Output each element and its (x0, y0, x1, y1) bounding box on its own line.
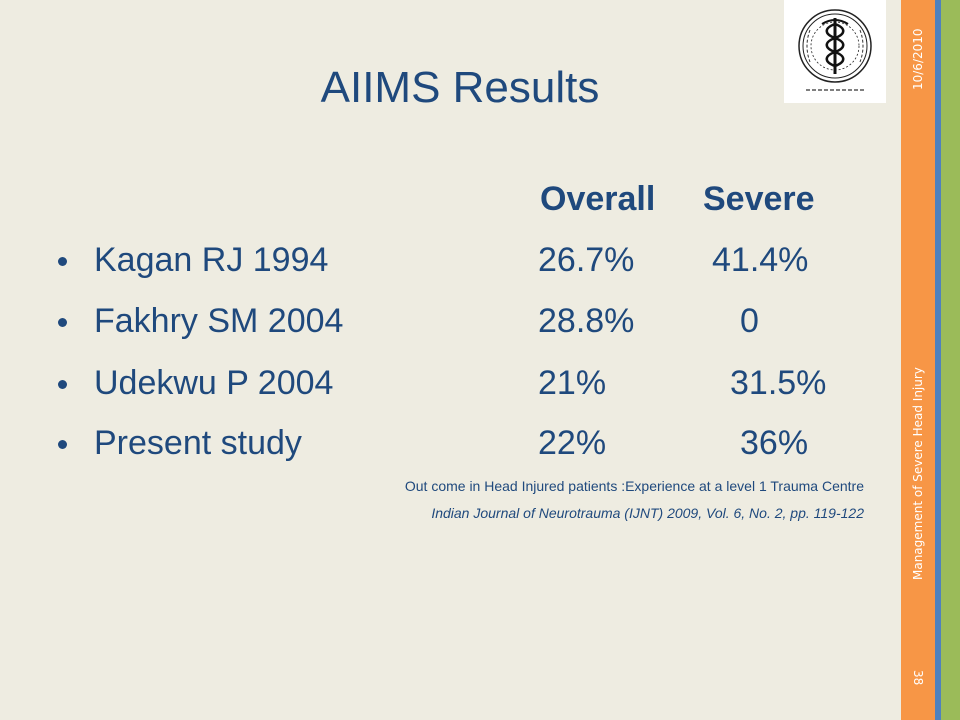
severe-value: 41.4% (712, 241, 809, 279)
reference-title: Out come in Head Injured patients :Experience at a level 1 Trauma Centre (404, 478, 864, 494)
study-label: Kagan RJ 1994 (94, 241, 329, 279)
slide-footer-title: Management of Severe Head Injury (911, 367, 925, 580)
study-label: Udekwu P 2004 (94, 364, 334, 402)
overall-value: 28.8% (538, 302, 635, 340)
study-label: Present study (94, 424, 302, 462)
overall-value: 22% (538, 424, 607, 462)
bullet-icon (58, 380, 67, 389)
column-header-severe: Severe (703, 180, 815, 218)
slide-title: AIIMS Results (320, 63, 600, 112)
slide-date: 10/6/2010 (911, 28, 925, 90)
study-label: Fakhry SM 2004 (94, 302, 344, 340)
bullet-icon (58, 440, 67, 449)
column-header-overall: Overall (540, 180, 656, 218)
slide-page-number: 38 (911, 670, 925, 686)
side-bar-green (941, 0, 960, 720)
severe-value: 0 (740, 302, 759, 340)
overall-value: 26.7% (538, 241, 635, 279)
bullet-icon (58, 318, 67, 327)
bullet-icon (58, 257, 67, 266)
severe-value: 36% (740, 424, 809, 462)
severe-value: 31.5% (730, 364, 827, 402)
reference-citation: Indian Journal of Neurotrauma (IJNT) 2009, Vol. 6, No. 2, pp. 119-122 (431, 505, 864, 521)
overall-value: 21% (538, 364, 607, 402)
